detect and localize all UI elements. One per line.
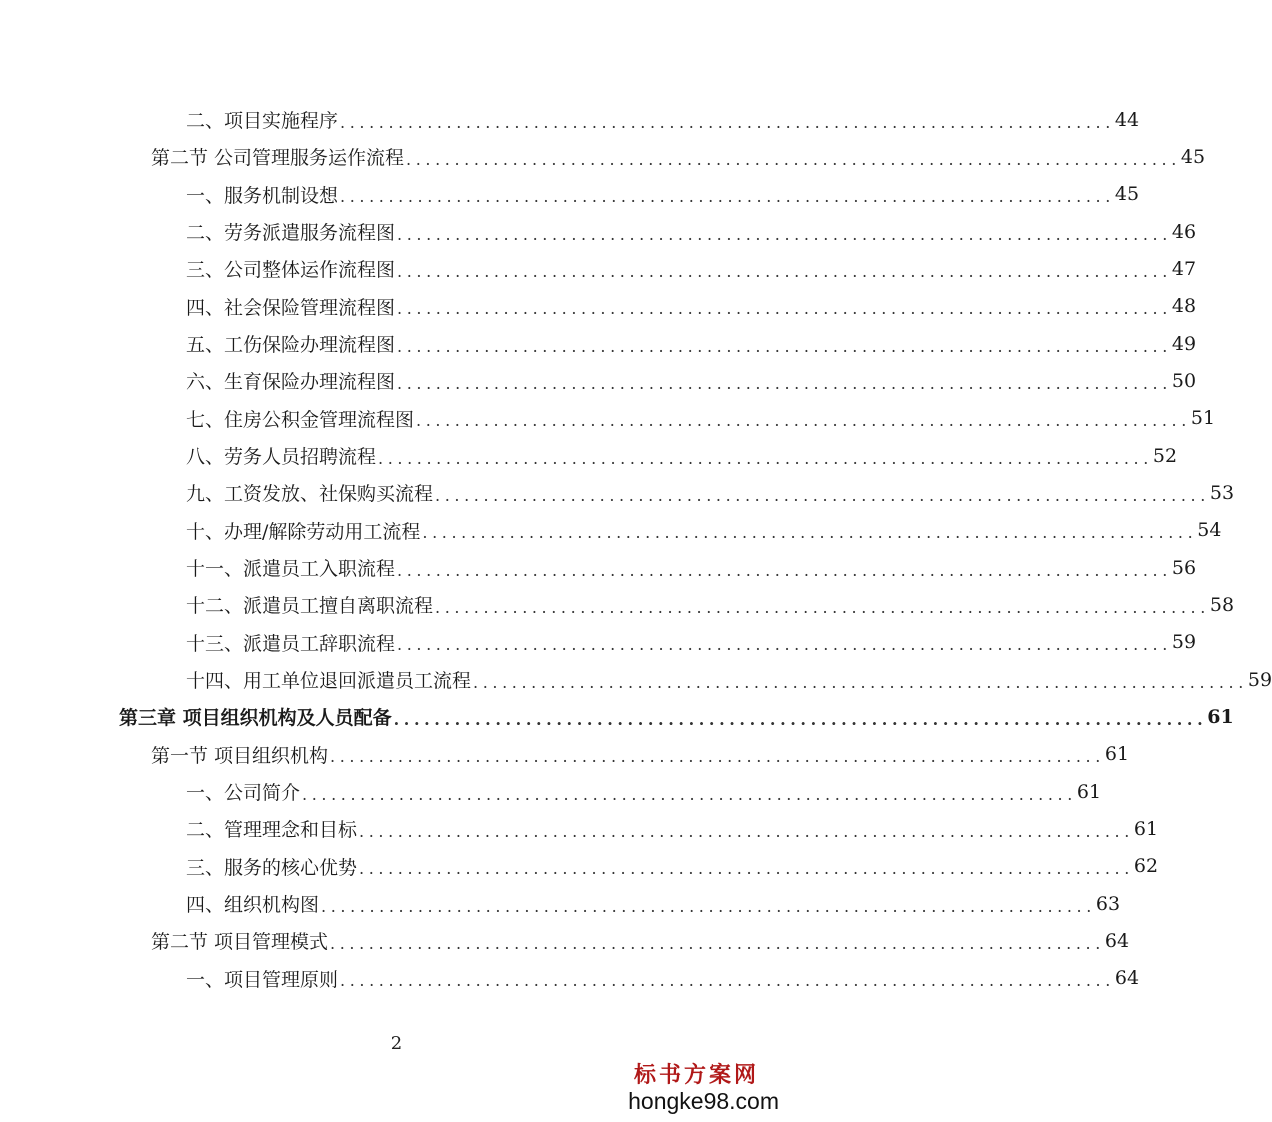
toc-entry-title: 十二、派遣员工擅自离职流程 xyxy=(186,591,435,618)
toc-dot-leader: ................................................................................ xyxy=(397,635,1172,655)
toc-entry-page: 52 xyxy=(1152,444,1178,467)
toc-entry[interactable] xyxy=(0,138,1206,175)
watermark-url: hongke98.com xyxy=(628,1088,779,1114)
toc-dot-leader: ................................................................................ xyxy=(473,672,1248,692)
toc-entry-page: 63 xyxy=(1095,892,1121,915)
toc-entry-page: 56 xyxy=(1171,556,1197,579)
toc-entry-title: 三、公司整体运作流程图 xyxy=(186,255,397,282)
toc-entry-page: 53 xyxy=(1209,481,1235,504)
toc-dot-leader: ................................................................................ xyxy=(321,896,1096,916)
toc-entry[interactable] xyxy=(0,885,1121,922)
toc-entry-page: 59 xyxy=(1247,668,1272,691)
toc-dot-leader: ................................................................................ xyxy=(340,187,1115,207)
toc-entry-page: 46 xyxy=(1171,220,1197,243)
toc-entry-title: 一、项目管理原则 xyxy=(186,965,340,992)
toc-entry-title: 第三章 项目组织机构及人员配备 xyxy=(119,703,394,730)
toc-dot-leader: ................................................................................ xyxy=(397,336,1172,356)
toc-dot-leader: ................................................................................ xyxy=(397,261,1172,281)
toc-entry[interactable] xyxy=(0,661,1272,698)
toc-dot-leader: ................................................................................ xyxy=(393,709,1208,729)
toc-entry[interactable] xyxy=(0,586,1235,623)
toc-entry[interactable] xyxy=(0,549,1197,586)
toc-entry-page: 62 xyxy=(1133,855,1159,878)
toc-dot-leader: ................................................................................ xyxy=(406,149,1181,169)
watermark-site-name: 标书方案网 xyxy=(633,1062,759,1088)
toc-entry[interactable] xyxy=(0,474,1235,511)
toc-entry-title: 一、公司简介 xyxy=(186,778,302,805)
toc-entry-page: 54 xyxy=(1197,519,1222,542)
toc-entry-page: 58 xyxy=(1209,593,1235,616)
toc-entry-page: 51 xyxy=(1190,407,1216,430)
toc-entry[interactable] xyxy=(0,213,1197,250)
toc-dot-leader: ................................................................................ xyxy=(378,448,1153,468)
toc-dot-leader: ................................................................................ xyxy=(359,821,1134,841)
toc-dot-leader: ................................................................................ xyxy=(397,373,1172,393)
toc-entry-title: 七、住房公积金管理流程图 xyxy=(186,405,416,432)
toc-entry-title: 第二节 项目管理模式 xyxy=(151,927,330,954)
toc-entry-page: 50 xyxy=(1171,369,1197,392)
toc-entry-title: 六、生育保险办理流程图 xyxy=(186,367,397,394)
toc-entry-title: 第二节 公司管理服务运作流程 xyxy=(151,143,406,170)
toc-entry-title: 八、劳务人员招聘流程 xyxy=(186,442,378,469)
toc-entry-title: 四、组织机构图 xyxy=(186,890,321,917)
toc-entry-page: 61 xyxy=(1076,780,1102,803)
toc-entry-page: 44 xyxy=(1114,108,1140,131)
toc-entry[interactable] xyxy=(0,325,1197,362)
toc-dot-leader: ................................................................................ xyxy=(330,933,1105,953)
toc-dot-leader: ................................................................................ xyxy=(340,112,1115,132)
toc-entry-title: 九、工资发放、社保购买流程 xyxy=(186,479,435,506)
toc-entry-page: 47 xyxy=(1171,257,1197,280)
toc-dot-leader: ................................................................................ xyxy=(422,523,1198,543)
toc-entry[interactable] xyxy=(0,624,1197,661)
toc-dot-leader: ................................................................................ xyxy=(416,411,1191,431)
toc-entry-page: 61 xyxy=(1104,743,1130,766)
toc-dot-leader: ................................................................................ xyxy=(435,597,1210,617)
toc-dot-leader: ................................................................................ xyxy=(340,971,1115,991)
toc-entry[interactable] xyxy=(0,960,1140,997)
toc-entry-page: 48 xyxy=(1171,295,1197,318)
toc-dot-leader: ................................................................................ xyxy=(302,784,1077,804)
toc-entry-title: 第一节 项目组织机构 xyxy=(151,741,330,768)
toc-entry-title: 二、项目实施程序 xyxy=(186,106,340,133)
toc-entry[interactable] xyxy=(0,512,1222,549)
toc-entry[interactable] xyxy=(0,288,1197,325)
toc-entry[interactable] xyxy=(0,437,1178,474)
toc-entry[interactable] xyxy=(0,250,1197,287)
toc-entry[interactable] xyxy=(0,362,1197,399)
toc-entry-title: 五、工伤保险办理流程图 xyxy=(186,330,397,357)
table-of-contents xyxy=(0,101,1272,997)
toc-entry-page: 61 xyxy=(1207,705,1234,728)
toc-dot-leader: ................................................................................ xyxy=(397,560,1172,580)
toc-entry[interactable] xyxy=(0,810,1159,847)
toc-entry-title: 一、服务机制设想 xyxy=(186,181,340,208)
toc-entry[interactable] xyxy=(0,101,1140,138)
toc-chapter-entry[interactable] xyxy=(0,698,1234,735)
toc-entry-page: 45 xyxy=(1180,145,1206,168)
toc-entry-page: 59 xyxy=(1171,631,1197,654)
toc-entry-title: 十三、派遣员工辞职流程 xyxy=(186,629,397,656)
toc-dot-leader: ................................................................................ xyxy=(330,747,1105,767)
toc-entry-title: 三、服务的核心优势 xyxy=(186,853,359,880)
toc-entry-page: 49 xyxy=(1171,332,1197,355)
toc-entry[interactable] xyxy=(0,400,1216,437)
watermark xyxy=(628,1062,779,1114)
toc-entry-title: 二、劳务派遣服务流程图 xyxy=(186,218,397,245)
page-number: 2 xyxy=(390,1033,403,1054)
toc-dot-leader: ................................................................................ xyxy=(359,859,1134,879)
toc-entry[interactable] xyxy=(0,848,1159,885)
toc-entry-title: 十、办理/解除劳动用工流程 xyxy=(186,517,422,544)
toc-entry[interactable] xyxy=(0,773,1102,810)
toc-entry-title: 四、社会保险管理流程图 xyxy=(186,293,397,320)
toc-entry-page: 64 xyxy=(1114,967,1140,990)
toc-entry-page: 45 xyxy=(1114,183,1140,206)
toc-entry[interactable] xyxy=(0,736,1130,773)
toc-entry-page: 64 xyxy=(1104,929,1130,952)
toc-entry-title: 十一、派遣员工入职流程 xyxy=(186,554,397,581)
toc-dot-leader: ................................................................................ xyxy=(435,485,1210,505)
toc-entry-title: 二、管理理念和目标 xyxy=(186,815,359,842)
toc-dot-leader: ................................................................................ xyxy=(397,224,1172,244)
toc-entry-title: 十四、用工单位退回派遣员工流程 xyxy=(186,666,473,693)
toc-entry[interactable] xyxy=(0,922,1130,959)
toc-entry-page: 61 xyxy=(1133,817,1159,840)
toc-dot-leader: ................................................................................ xyxy=(397,299,1172,319)
toc-entry[interactable] xyxy=(0,176,1140,213)
